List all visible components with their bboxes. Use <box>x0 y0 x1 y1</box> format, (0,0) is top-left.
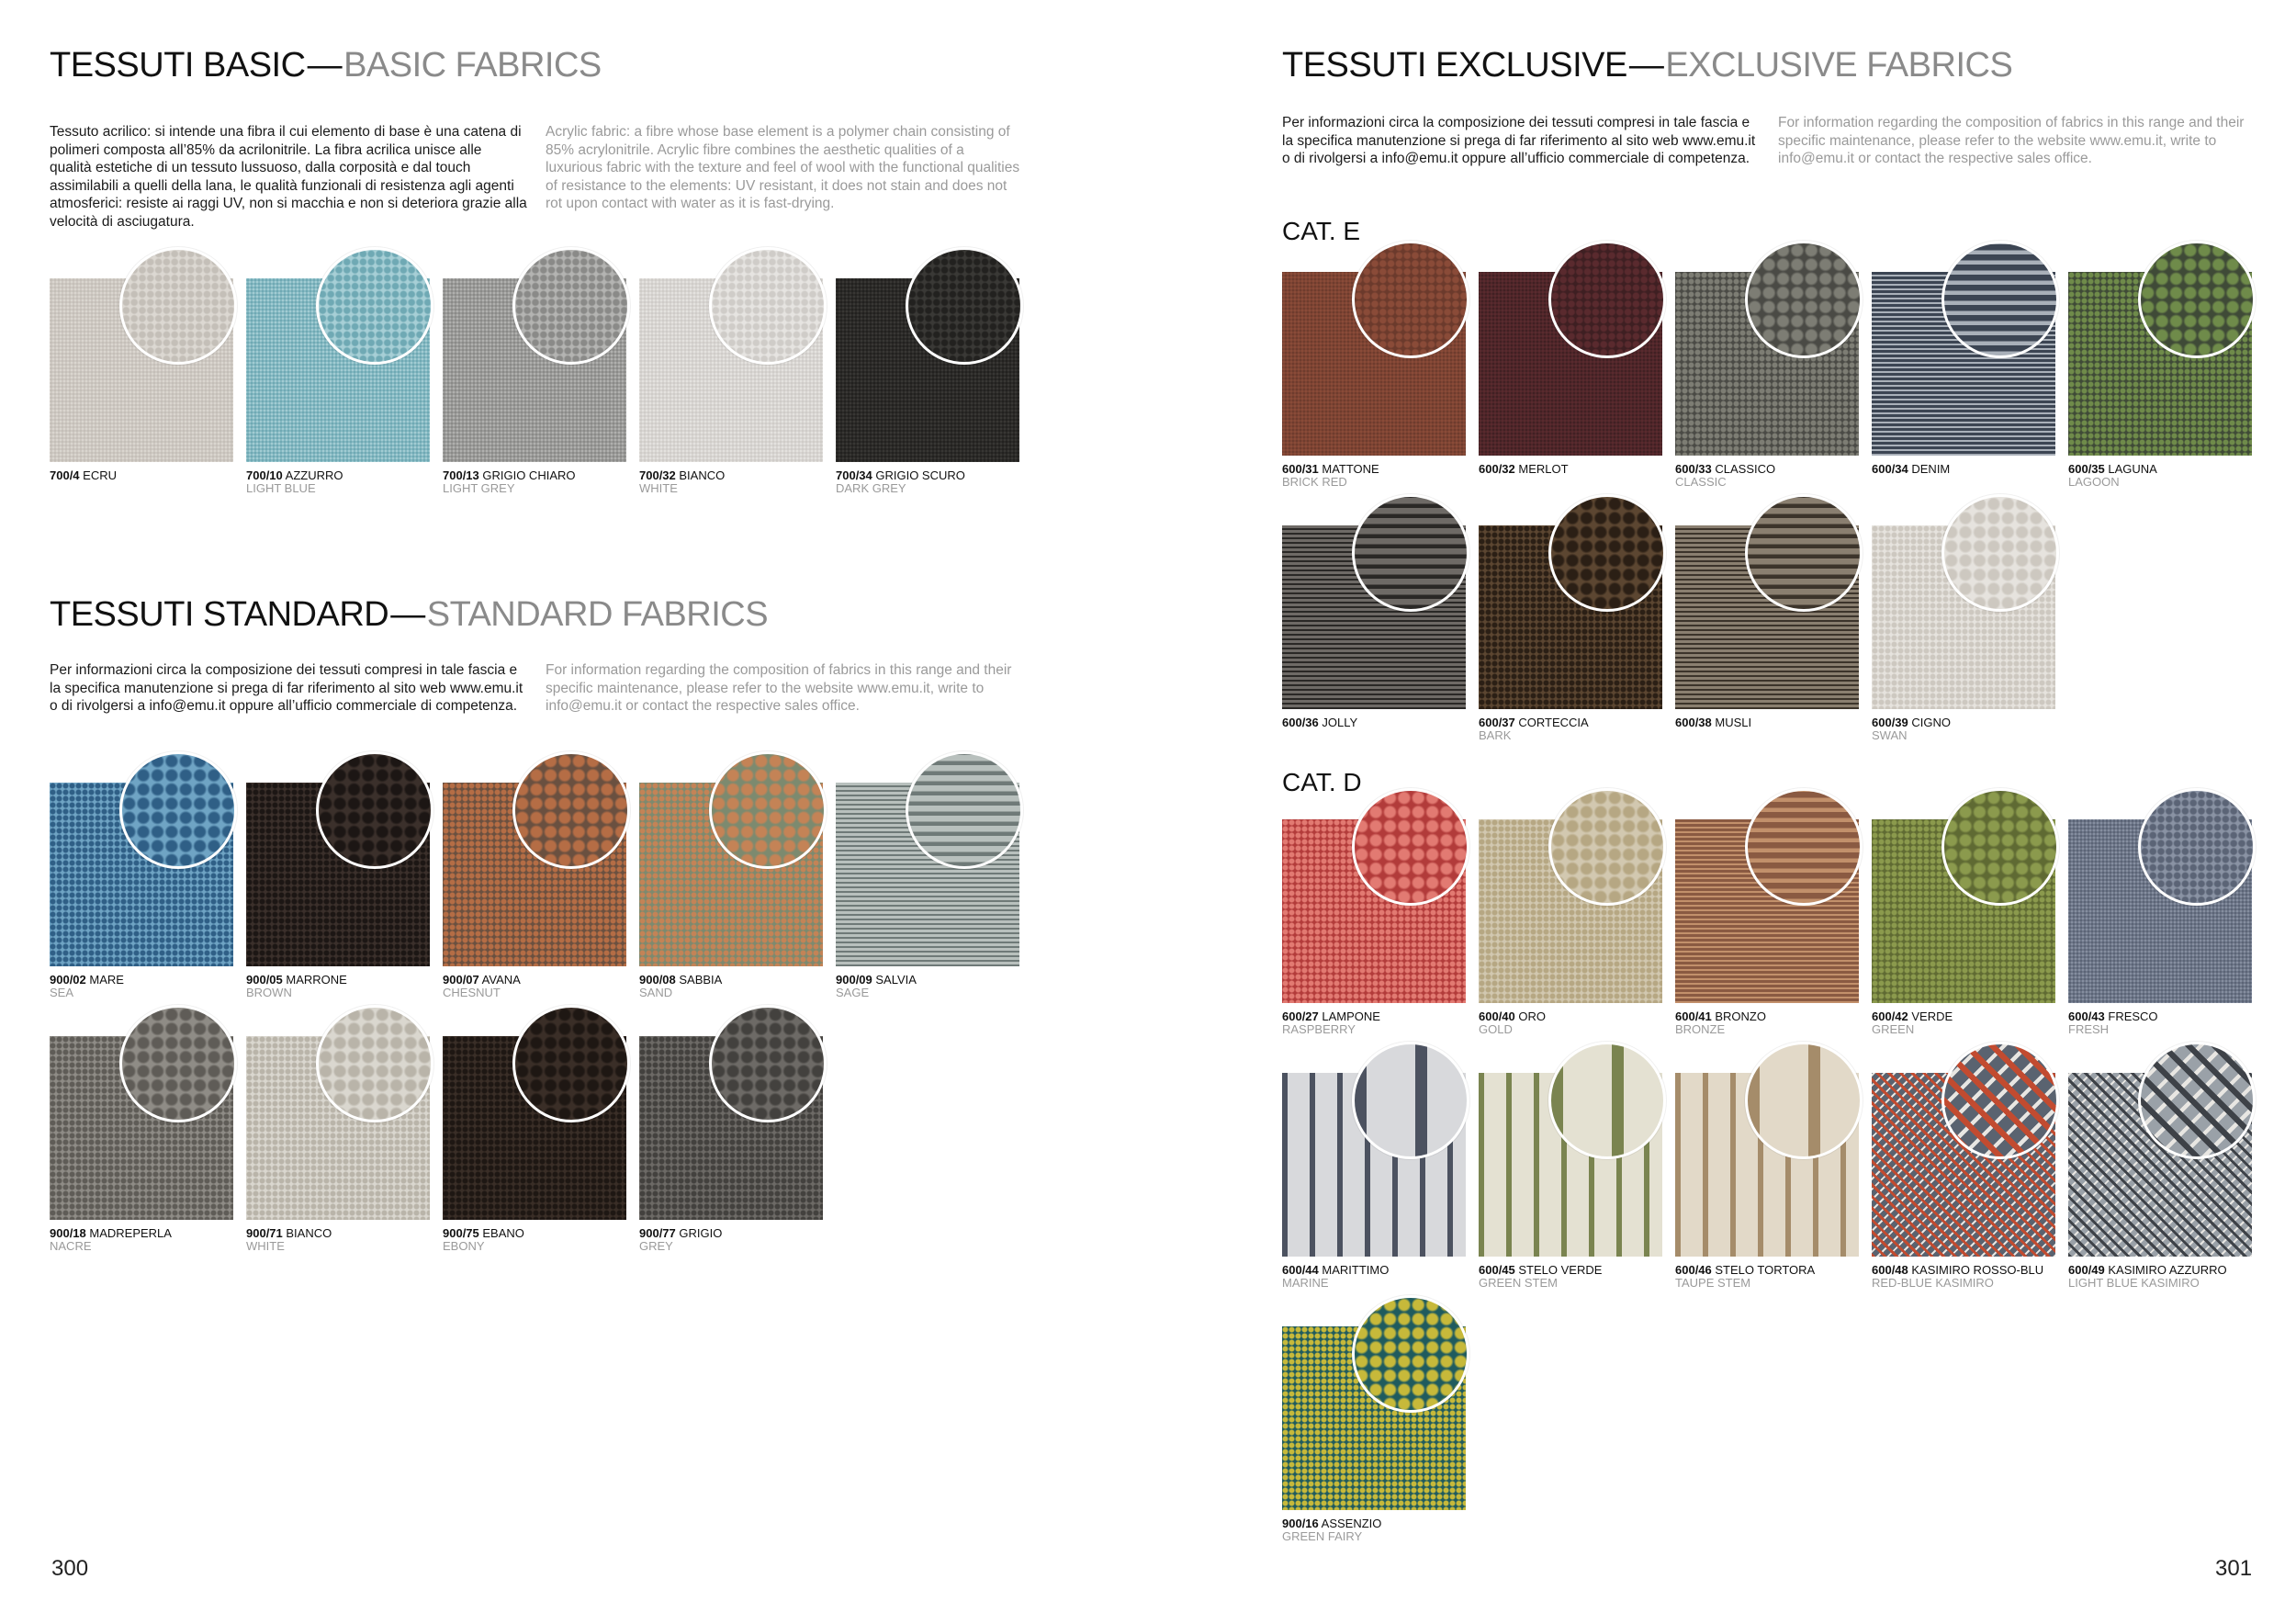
fabric-code: 600/44 <box>1282 1263 1319 1277</box>
fabric-name: JOLLY <box>1318 716 1358 729</box>
fabric-swatch <box>1282 1326 1466 1543</box>
fabric-swatch-image <box>1282 272 1466 456</box>
fabric-swatch <box>1675 525 1859 729</box>
fabric-code: 900/09 <box>836 973 872 987</box>
fabric-name: KASIMIRO AZZURRO <box>2104 1263 2227 1277</box>
fabric-code: 600/33 <box>1675 462 1712 476</box>
fabric-english-name: SAND <box>639 986 673 999</box>
fabric-detail-zoom <box>119 751 237 869</box>
fabric-label <box>50 1227 233 1240</box>
fabric-name: LAGUNA <box>2104 462 2157 476</box>
fabric-name: AZZURRO <box>282 468 343 482</box>
right-page <box>1148 0 2296 1624</box>
fabric-label <box>1479 1010 1662 1023</box>
fabric-label <box>443 469 626 482</box>
fabric-english-name: CHESNUT <box>443 986 501 999</box>
standard-description-italian: Per informazioni circa la composizione dei tessuti compresi in tale fascia e la specifica manutenzione si prega di far riferimento al sito web www.emu.it o di rivolgersi a info@emu.it oppure all’ufficio commerciale di competenza. <box>50 662 523 714</box>
fabric-code: 700/13 <box>443 468 479 482</box>
fabric-swatch-image <box>639 1036 823 1220</box>
fabric-swatch-image <box>1872 819 2055 1003</box>
fabric-label <box>246 1227 430 1240</box>
fabric-detail-zoom <box>1745 1042 1863 1159</box>
fabric-label <box>1282 1517 1466 1530</box>
fabric-swatch-image <box>1872 1073 2055 1257</box>
fabric-swatch-image <box>1675 1073 1859 1257</box>
fabric-name: MUSLI <box>1711 716 1752 729</box>
fabric-detail-zoom <box>1352 494 1469 612</box>
fabric-swatch-image <box>1872 272 2055 456</box>
fabric-label <box>2068 1264 2252 1277</box>
fabric-code: 600/48 <box>1872 1263 1908 1277</box>
fabric-english-name: LAGOON <box>2068 475 2120 489</box>
fabric-name: CIGNO <box>1908 716 1951 729</box>
fabric-swatch <box>1675 272 1859 489</box>
fabric-swatch-image <box>1675 819 1859 1003</box>
fabric-label <box>639 1227 823 1240</box>
fabric-label <box>50 469 233 482</box>
heading-italian: TESSUTI EXCLUSIVE <box>1282 46 1627 85</box>
fabric-label <box>1479 463 1662 476</box>
fabric-swatch-image <box>443 783 626 966</box>
fabric-swatch-image <box>50 1036 233 1220</box>
fabric-label <box>639 974 823 987</box>
fabric-detail-zoom <box>1745 494 1863 612</box>
fabric-english-name: FRESH <box>2068 1022 2110 1036</box>
fabric-detail-zoom <box>1352 1295 1469 1413</box>
fabric-swatch <box>1479 272 1662 476</box>
heading-italian: TESSUTI STANDARD <box>50 595 389 634</box>
fabric-english-name: RASPBERRY <box>1282 1022 1356 1036</box>
exclusive-description-english: For information regarding the composition of fabrics in this range and their specific maintenance, please refer to the website www.emu.it, write to info@emu.it or contact the respective sales office. <box>1778 115 2245 166</box>
fabric-name: MATTONE <box>1318 462 1379 476</box>
fabric-label <box>1872 463 2055 476</box>
basic-description-english: Acrylic fabric: a fibre whose base element is a polymer chain consisting of 85% acrylonitrile. Acrylic fibre combines the aesthetic qualities of a luxurious fabric with the texture and feel of wool with the functional qualities of resistance to the elements: UV resistant, it does not stain and does not rot upon contact with water as it is fast-drying. <box>546 124 1020 211</box>
fabric-english-name: BROWN <box>246 986 292 999</box>
fabric-swatch-image <box>1479 819 1662 1003</box>
fabric-swatch <box>1872 525 2055 742</box>
fabric-code: 700/34 <box>836 468 872 482</box>
fabric-swatch <box>1282 525 1466 729</box>
fabric-swatch <box>1872 1073 2055 1290</box>
fabric-english-name: GOLD <box>1479 1022 1513 1036</box>
heading-english: STANDARD FABRICS <box>426 595 769 634</box>
fabric-english-name: EBONY <box>443 1239 485 1253</box>
fabric-name: GRIGIO <box>675 1226 723 1240</box>
heading-italian: TESSUTI BASIC <box>50 46 306 85</box>
fabric-swatch-image <box>1675 272 1859 456</box>
fabric-name: FRESCO <box>2104 1009 2158 1023</box>
fabric-swatch <box>1675 819 1859 1036</box>
fabric-detail-zoom <box>2138 1042 2256 1159</box>
fabric-code: 600/40 <box>1479 1009 1515 1023</box>
fabric-swatch-image <box>639 783 823 966</box>
fabric-swatch-image <box>1282 1073 1466 1257</box>
standard-fabrics-heading <box>50 597 768 632</box>
fabric-swatch-image <box>2068 272 2252 456</box>
fabric-detail-zoom <box>1941 494 2059 612</box>
fabric-code: 600/31 <box>1282 462 1319 476</box>
fabric-name: VERDE <box>1908 1009 1953 1023</box>
fabric-detail-zoom <box>2138 241 2256 358</box>
fabric-swatch <box>443 278 626 495</box>
fabric-label <box>1675 1264 1859 1277</box>
heading-english: BASIC FABRICS <box>343 46 602 85</box>
fabric-detail-zoom <box>1548 494 1666 612</box>
fabric-code: 700/10 <box>246 468 283 482</box>
fabric-swatch <box>246 278 430 495</box>
fabric-code: 900/18 <box>50 1226 86 1240</box>
fabric-detail-zoom <box>512 751 630 869</box>
fabric-swatch <box>2068 1073 2252 1290</box>
fabric-swatch-image <box>2068 1073 2252 1257</box>
fabric-swatch-image <box>50 278 233 462</box>
fabric-label <box>1675 716 1859 729</box>
fabric-label <box>1479 1264 1662 1277</box>
fabric-detail-zoom <box>2138 788 2256 906</box>
fabric-code: 900/75 <box>443 1226 479 1240</box>
fabric-name: BRONZO <box>1711 1009 1766 1023</box>
fabric-swatch <box>50 1036 233 1253</box>
category-e-title: CAT. E <box>1282 217 1361 245</box>
fabric-swatch <box>246 783 430 999</box>
basic-description-italian: Tessuto acrilico: si intende una fibra il cui elemento di base è una catena di polimeri composta all’85% da acrilonitrile. La fibra acrilica unisce alle qualità estetiche di un tessuto lussuoso, dalla corposità e dal touch assimilabili a quelli della lana, le qualità funzionali di resistenza agli agenti atmosferici: resiste ai raggi UV, non si macchia e non si deteriora grazie alla velocità di asciugatura. <box>50 124 527 230</box>
fabric-detail-zoom <box>1745 788 1863 906</box>
fabric-label <box>246 974 430 987</box>
fabric-name: ORO <box>1514 1009 1546 1023</box>
fabric-swatch <box>2068 272 2252 489</box>
heading-dash: — <box>390 595 425 634</box>
fabric-label <box>639 469 823 482</box>
fabric-swatch <box>1872 819 2055 1036</box>
fabric-code: 600/38 <box>1675 716 1712 729</box>
fabric-label <box>2068 463 2252 476</box>
fabric-swatch <box>2068 819 2252 1036</box>
fabric-swatch-image <box>443 1036 626 1220</box>
fabric-english-name: DARK GREY <box>836 481 906 495</box>
fabric-name: MARE <box>85 973 124 987</box>
fabric-name: MERLOT <box>1514 462 1569 476</box>
fabric-label <box>1675 463 1859 476</box>
fabric-label <box>246 469 430 482</box>
fabric-code: 600/46 <box>1675 1263 1712 1277</box>
category-d-title: CAT. D <box>1282 768 1362 796</box>
fabric-swatch-image <box>836 783 1019 966</box>
fabric-swatch <box>1479 1073 1662 1290</box>
fabric-swatch-image <box>836 278 1019 462</box>
fabric-label <box>1282 716 1466 729</box>
fabric-english-name: GREEN FAIRY <box>1282 1529 1363 1543</box>
fabric-name: MARRONE <box>282 973 347 987</box>
fabric-name: ASSENZIO <box>1318 1517 1382 1530</box>
fabric-swatch <box>639 1036 823 1253</box>
heading-english: EXCLUSIVE FABRICS <box>1665 46 2013 85</box>
fabric-swatch <box>1479 525 1662 742</box>
fabric-name: LAMPONE <box>1318 1009 1380 1023</box>
page-number: 301 <box>2215 1556 2253 1581</box>
fabric-swatch-image <box>1675 525 1859 709</box>
fabric-detail-zoom <box>1548 241 1666 358</box>
fabric-detail-zoom <box>709 247 827 365</box>
fabric-label <box>443 974 626 987</box>
fabric-name: STELO VERDE <box>1514 1263 1603 1277</box>
fabric-code: 700/32 <box>639 468 676 482</box>
fabric-label <box>1282 1264 1466 1277</box>
fabric-swatch <box>836 783 1019 999</box>
fabric-english-name: LIGHT GREY <box>443 481 515 495</box>
page-number: 300 <box>51 1556 89 1581</box>
fabric-english-name: GREEN STEM <box>1479 1276 1558 1290</box>
fabric-code: 600/49 <box>2068 1263 2105 1277</box>
fabric-name: MARITTIMO <box>1318 1263 1390 1277</box>
fabric-swatch <box>50 783 233 999</box>
fabric-label <box>443 1227 626 1240</box>
fabric-detail-zoom <box>1745 241 1863 358</box>
fabric-label <box>1479 716 1662 729</box>
fabric-english-name: BARK <box>1479 728 1512 742</box>
fabric-swatch-image <box>1872 525 2055 709</box>
fabric-detail-zoom <box>1352 1042 1469 1159</box>
fabric-swatch <box>1675 1073 1859 1290</box>
fabric-code: 600/35 <box>2068 462 2105 476</box>
fabric-swatch <box>1282 1073 1466 1290</box>
fabric-label <box>1872 1264 2055 1277</box>
fabric-name: BIANCO <box>675 468 726 482</box>
fabric-code: 900/05 <box>246 973 283 987</box>
fabric-detail-zoom <box>906 751 1023 869</box>
fabric-label <box>1872 716 2055 729</box>
fabric-name: ECRU <box>79 468 117 482</box>
fabric-code: 900/08 <box>639 973 676 987</box>
fabric-name: AVANA <box>478 973 521 987</box>
fabric-name: GRIGIO CHIARO <box>478 468 576 482</box>
fabric-swatch-image <box>246 1036 430 1220</box>
heading-dash: — <box>1628 46 1664 85</box>
fabric-name: CORTECCIA <box>1514 716 1589 729</box>
fabric-code: 600/42 <box>1872 1009 1908 1023</box>
fabric-english-name: WHITE <box>639 481 678 495</box>
fabric-detail-zoom <box>1941 1042 2059 1159</box>
fabric-code: 600/37 <box>1479 716 1515 729</box>
fabric-label <box>1282 463 1466 476</box>
fabric-label <box>1675 1010 1859 1023</box>
fabric-swatch <box>1479 819 1662 1036</box>
fabric-code: 900/16 <box>1282 1517 1319 1530</box>
fabric-swatch-image <box>1479 1073 1662 1257</box>
fabric-swatch <box>1282 819 1466 1036</box>
fabric-code: 700/4 <box>50 468 80 482</box>
fabric-detail-zoom <box>119 247 237 365</box>
fabric-detail-zoom <box>709 751 827 869</box>
fabric-code: 600/43 <box>2068 1009 2105 1023</box>
basic-fabrics-heading <box>50 48 602 83</box>
fabric-name: DENIM <box>1908 462 1951 476</box>
fabric-english-name: BRICK RED <box>1282 475 1347 489</box>
fabric-english-name: WHITE <box>246 1239 285 1253</box>
fabric-english-name: SWAN <box>1872 728 1908 742</box>
fabric-english-name: RED-BLUE KASIMIRO <box>1872 1276 1994 1290</box>
fabric-detail-zoom <box>1352 788 1469 906</box>
fabric-detail-zoom <box>316 751 433 869</box>
fabric-label <box>1872 1010 2055 1023</box>
fabric-english-name: SEA <box>50 986 74 999</box>
fabric-detail-zoom <box>1548 1042 1666 1159</box>
fabric-name: SALVIA <box>872 973 917 987</box>
fabric-english-name: CLASSIC <box>1675 475 1727 489</box>
fabric-label <box>2068 1010 2252 1023</box>
fabric-swatch-image <box>1282 819 1466 1003</box>
fabric-code: 600/34 <box>1872 462 1908 476</box>
fabric-swatch-image <box>246 278 430 462</box>
fabric-code: 900/71 <box>246 1226 283 1240</box>
fabric-swatch <box>50 278 233 482</box>
fabric-swatch-image <box>1282 525 1466 709</box>
fabric-english-name: GREY <box>639 1239 673 1253</box>
fabric-code: 600/39 <box>1872 716 1908 729</box>
fabric-swatch-image <box>2068 819 2252 1003</box>
fabric-name: CLASSICO <box>1711 462 1776 476</box>
fabric-label <box>1282 1010 1466 1023</box>
fabric-code: 900/07 <box>443 973 479 987</box>
fabric-name: EBANO <box>478 1226 524 1240</box>
fabric-code: 600/36 <box>1282 716 1319 729</box>
fabric-swatch-image <box>639 278 823 462</box>
fabric-detail-zoom <box>119 1005 237 1122</box>
fabric-swatch-image <box>246 783 430 966</box>
fabric-swatch-image <box>1479 272 1662 456</box>
fabric-swatch-image <box>443 278 626 462</box>
fabric-english-name: LIGHT BLUE <box>246 481 316 495</box>
fabric-label <box>836 974 1019 987</box>
fabric-detail-zoom <box>1548 788 1666 906</box>
fabric-english-name: SAGE <box>836 986 870 999</box>
exclusive-fabrics-heading <box>1282 48 2012 83</box>
fabric-english-name: LIGHT BLUE KASIMIRO <box>2068 1276 2200 1290</box>
heading-dash: — <box>307 46 343 85</box>
fabric-name: KASIMIRO ROSSO-BLU <box>1908 1263 2044 1277</box>
fabric-english-name: TAUPE STEM <box>1675 1276 1751 1290</box>
fabric-detail-zoom <box>512 247 630 365</box>
fabric-swatch <box>639 783 823 999</box>
fabric-swatch-image <box>50 783 233 966</box>
fabric-name: MADREPERLA <box>85 1226 172 1240</box>
fabric-detail-zoom <box>316 247 433 365</box>
fabric-swatch <box>443 1036 626 1253</box>
fabric-name: BIANCO <box>282 1226 332 1240</box>
fabric-label <box>50 974 233 987</box>
fabric-detail-zoom <box>709 1005 827 1122</box>
fabric-detail-zoom <box>512 1005 630 1122</box>
fabric-name: GRIGIO SCURO <box>872 468 965 482</box>
exclusive-description-italian: Per informazioni circa la composizione dei tessuti compresi in tale fascia e la specifica manutenzione si prega di far riferimento al sito web www.emu.it o di rivolgersi a info@emu.it oppure all’ufficio commerciale di competenza. <box>1282 115 1756 166</box>
fabric-code: 600/41 <box>1675 1009 1712 1023</box>
fabric-swatch-image <box>1282 1326 1466 1510</box>
fabric-english-name: GREEN <box>1872 1022 1915 1036</box>
fabric-detail-zoom <box>1352 241 1469 358</box>
fabric-swatch <box>639 278 823 495</box>
fabric-code: 600/45 <box>1479 1263 1515 1277</box>
fabric-english-name: BRONZE <box>1675 1022 1726 1036</box>
fabric-swatch <box>443 783 626 999</box>
fabric-code: 600/27 <box>1282 1009 1319 1023</box>
standard-description-english: For information regarding the composition of fabrics in this range and their specific maintenance, please refer to the website www.emu.it, write to info@emu.it or contact the respective sales office. <box>546 662 1012 714</box>
fabric-code: 900/77 <box>639 1226 676 1240</box>
fabric-detail-zoom <box>906 247 1023 365</box>
fabric-code: 900/02 <box>50 973 86 987</box>
fabric-swatch <box>836 278 1019 495</box>
fabric-english-name: MARINE <box>1282 1276 1329 1290</box>
fabric-swatch <box>1872 272 2055 476</box>
fabric-detail-zoom <box>316 1005 433 1122</box>
fabric-label <box>836 469 1019 482</box>
fabric-name: SABBIA <box>675 973 723 987</box>
fabric-detail-zoom <box>1941 241 2059 358</box>
fabric-swatch <box>246 1036 430 1253</box>
fabric-english-name: NACRE <box>50 1239 92 1253</box>
fabric-code: 600/32 <box>1479 462 1515 476</box>
fabric-swatch-image <box>1479 525 1662 709</box>
fabric-name: STELO TORTORA <box>1711 1263 1816 1277</box>
fabric-swatch <box>1282 272 1466 489</box>
fabric-detail-zoom <box>1941 788 2059 906</box>
